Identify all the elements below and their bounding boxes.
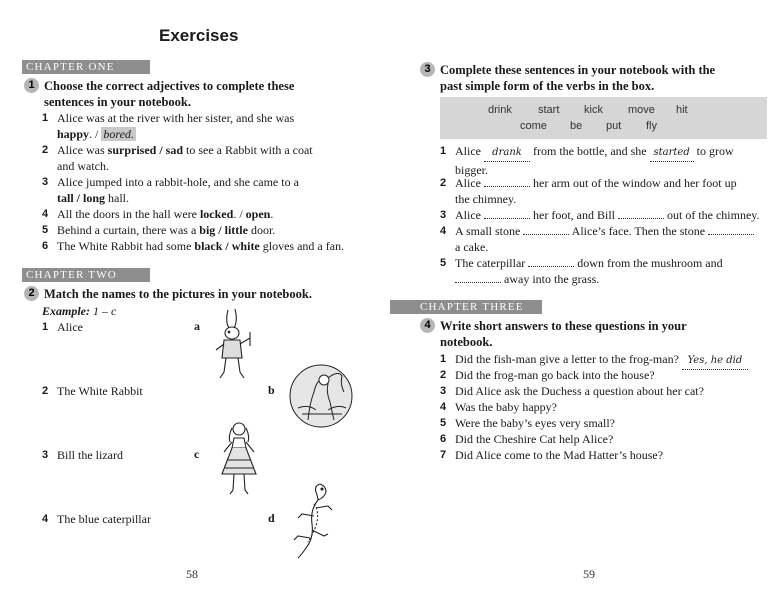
exercise-instruction: Write short answers to these questions in your [440,319,687,333]
match-item: 3 Bill the lizard [42,448,123,462]
picture-letter-d: d [268,511,275,525]
question-item: 4 Was the baby happy? [440,400,557,414]
picture-letter-c: c [194,447,200,461]
item-number: 3 [42,176,49,188]
chapter-one-header: CHAPTER ONE [22,60,150,74]
question-item: 1 Did the fish-man give a letter to the frog-man? Yes, he did [440,351,770,368]
answer-blank [618,208,664,219]
exercise-item: 3 Alice her foot, and Bill out of the chimney. [440,208,760,222]
exercise-number-badge: 2 [24,286,39,301]
exercise-instruction: Complete these sentences in your notebook with the [440,63,716,77]
answer-blank [523,224,569,235]
handwritten-answer: drank [484,145,530,162]
verb: drink [488,104,512,116]
exercise-1-heading [24,78,324,110]
exercise-item: 4 A small stone Alice’s face. Then the stone a cake. [440,223,770,257]
chapter-three-header: CHAPTER THREE [390,300,542,314]
adjective-option: happy [57,127,90,141]
adjective-option: tall / long [57,191,106,205]
exercise-item: 4 All the doors in the hall were locked. / open. [42,207,274,221]
exercise-instruction: notebook. [440,335,493,349]
exercise-3-heading [420,62,770,94]
page-number-right: 59 [583,567,595,581]
example-line: Example: 1 – c [42,304,117,318]
exercise-number-badge: 1 [24,78,39,93]
exercise-instruction: sentences in your notebook. [44,95,192,109]
match-item: 1 Alice [42,320,83,334]
item-number: 6 [42,240,49,252]
answer-blank [455,272,501,283]
verb: move [628,104,655,116]
exercise-instruction: Match the names to the pictures in your notebook. [44,287,312,301]
item-number: 4 [42,208,49,220]
white-rabbit-illustration [208,306,258,382]
answer-blank [484,208,530,219]
handwritten-answer: Yes, he did [682,353,748,370]
verb: kick [584,104,603,116]
exercise-instruction: Choose the correct adjectives to complete these [44,79,295,93]
chapter-two-header: CHAPTER TWO [22,268,150,282]
verb-box [440,97,767,139]
verb: be [570,120,583,132]
exercise-item: 2 Alice was surprised / sad to see a Rabbit with a coat and watch. [42,143,313,173]
item-text: Alice was at the river with her sister, and she was [57,111,295,125]
verb: put [606,120,622,132]
match-item: 2 The White Rabbit [42,384,143,398]
question-item: 7 Did Alice come to the Mad Hatter’s house? [440,448,664,462]
page-title: Exercises [159,26,239,45]
exercise-item: 5 The caterpillar down from the mushroom and away into the grass. [440,256,723,286]
verb: start [538,104,560,116]
match-item: 4 The blue caterpillar [42,512,151,526]
question-item: 3 Did Alice ask the Duchess a question about her cat? [440,384,704,398]
exercise-item: 2 Alice her arm out of the window and her foot up the chimney. [440,176,737,206]
verb: come [520,120,547,132]
question-item: 2 Did the frog-man go back into the house? [440,368,655,382]
verb: fly [646,120,657,132]
highlighted-answer: bored. [103,127,134,141]
lizard-illustration [290,480,338,560]
answer-blank [484,176,530,187]
question-item: 6 Did the Cheshire Cat help Alice? [440,432,614,446]
item-number: 2 [42,144,49,156]
caterpillar-illustration [288,362,354,430]
question-item: 5 Were the baby’s eyes very small? [440,416,615,430]
verb: hit [676,104,688,116]
exercise-item: 6 The White Rabbit had some black / white gloves and a fan. [42,239,345,253]
item-number: 1 [42,112,49,124]
exercise-item: 1 Alice drank from the bottle, and she started to grow bigger. [440,144,734,177]
answer-blank [528,256,574,267]
item-number: 5 [42,224,49,236]
exercise-number-badge: 4 [420,318,435,333]
exercise-item: 3 Alice jumped into a rabbit-hole, and she came to a tall / long hall. [42,175,299,205]
exercise-instruction: past simple form of the verbs in the box. [440,79,655,93]
exercise-2-heading [24,286,364,302]
exercise-item: 5 Behind a curtain, there was a big / little door. [42,223,276,237]
exercise-4-heading [420,318,770,350]
handwritten-answer: started [650,145,694,162]
page-number-left: 58 [186,567,198,581]
picture-letter-b: b [268,383,275,397]
adjective-option: surprised / sad [107,143,184,157]
exercise-item: 1 Alice was at the river with her sister, and she was happy. / bored. [42,111,295,141]
alice-illustration [218,420,260,498]
answer-blank [708,224,754,235]
picture-letter-a: a [194,319,200,333]
exercise-number-badge: 3 [420,62,435,77]
